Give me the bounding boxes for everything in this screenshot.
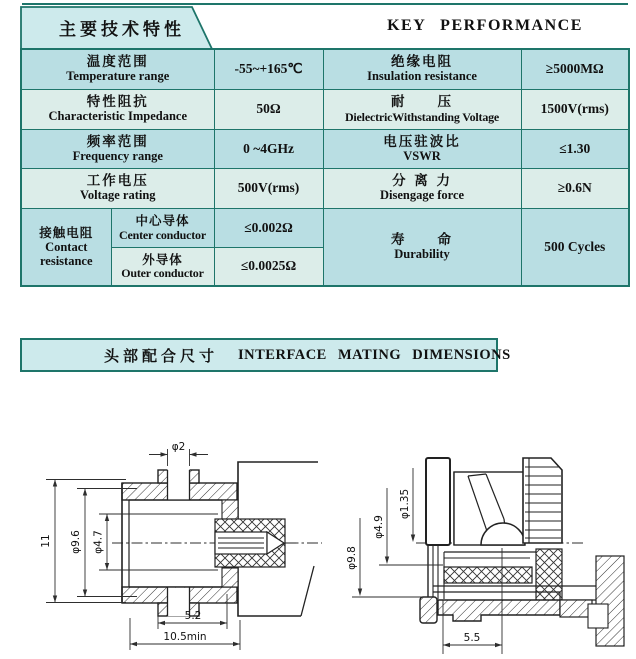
impedance-value: 50Ω — [214, 89, 323, 129]
section2-bar — [20, 338, 511, 372]
top-rule — [22, 3, 628, 5]
dim-label-phi135: φ1.35 — [399, 488, 411, 520]
dielectric-voltage-value: 1500V(rms) — [521, 89, 629, 129]
jack-section-drawing — [40, 441, 322, 650]
outer-conductor-cell: 外导体 Outer conductor — [111, 247, 214, 286]
temperature-range-value: -55~+165℃ — [214, 49, 323, 89]
plug-section-drawing — [346, 458, 624, 654]
insulation-resistance-value: ≥5000MΩ — [521, 49, 629, 89]
main-title-zh: 主要技术特性 — [59, 20, 185, 40]
contact-resistance-cell: 接触电阻 Contact resistance — [21, 208, 111, 286]
durability-value: 500 Cycles — [521, 208, 629, 286]
dim-label-phi2: φ2 — [171, 441, 186, 453]
impedance-cell: 特性阻抗 Characteristic Impedance — [21, 89, 214, 129]
center-conductor-cell: 中心导体 Center conductor — [111, 208, 214, 247]
table-row — [21, 168, 629, 208]
insulation-resistance-cell: 绝缘电阻 Insulation resistance — [323, 49, 521, 89]
section2-title-en: INTERFACE MATING DIMENSIONS — [238, 346, 511, 363]
spec-table — [20, 48, 630, 287]
voltage-rating-cell: 工作电压 Voltage rating — [21, 168, 214, 208]
disengage-force-value: ≥0.6N — [521, 168, 629, 208]
temperature-range-cell: 温度范围 Temperature range — [21, 49, 214, 89]
dim-label-phi96: φ9.6 — [70, 530, 82, 554]
table-row — [21, 129, 629, 168]
dim-label-11: 11 — [40, 534, 52, 548]
center-conductor-value: ≤0.002Ω — [214, 208, 323, 247]
dim-label-phi98: φ9.8 — [346, 546, 358, 570]
vswr-value: ≤1.30 — [521, 129, 629, 168]
section2-title-zh: 头部配合尺寸 — [104, 346, 219, 365]
voltage-rating-value: 500V(rms) — [214, 168, 323, 208]
vswr-cell: 电压驻波比 VSWR — [323, 129, 521, 168]
durability-cell: 寿 命 Durability — [323, 208, 521, 286]
frequency-range-cell: 频率范围 Frequency range — [21, 129, 214, 168]
main-title-en: KEY PERFORMANCE — [387, 17, 583, 34]
table-row — [21, 49, 629, 89]
outer-conductor-value: ≤0.0025Ω — [214, 247, 323, 286]
table-row — [21, 208, 629, 247]
dim-label-55: 5.5 — [463, 632, 481, 644]
table-row — [21, 89, 629, 129]
interface-drawings — [0, 430, 636, 659]
dim-label-phi49: φ4.9 — [373, 515, 385, 539]
dim-label-52: 5.2 — [184, 610, 202, 622]
dim-label-105min: 10.5min — [163, 631, 207, 643]
dielectric-voltage-cell: 耐 压 DielectricWithstanding Voltage — [323, 89, 521, 129]
disengage-force-cell: 分 离 力 Disengage force — [323, 168, 521, 208]
frequency-range-value: 0 ~4GHz — [214, 129, 323, 168]
dim-label-phi47: φ4.7 — [92, 530, 105, 554]
